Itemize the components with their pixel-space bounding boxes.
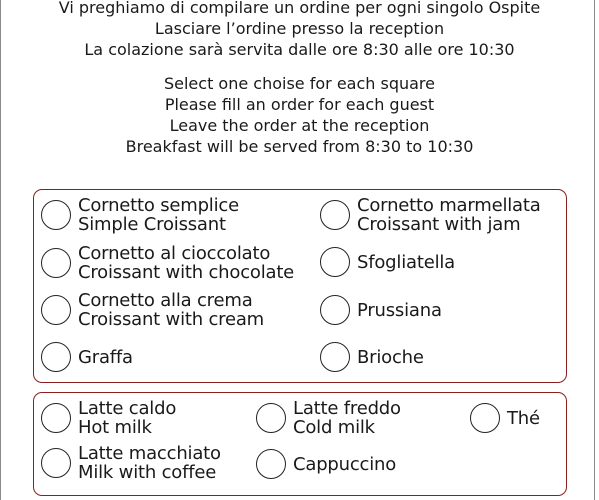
option-label-it: Cornetto alla crema bbox=[78, 290, 253, 311]
option-cornetto-marmellata[interactable] bbox=[320, 196, 541, 234]
option-label-en: Milk with coffee bbox=[78, 462, 217, 483]
checkbox-circle[interactable] bbox=[320, 247, 350, 277]
option-brioche[interactable] bbox=[320, 342, 424, 372]
option-prussiana[interactable] bbox=[320, 295, 442, 325]
option-cornetto-semplice[interactable] bbox=[41, 196, 239, 234]
checkbox-circle[interactable] bbox=[470, 403, 500, 433]
option-cornetto-crema[interactable] bbox=[41, 291, 264, 329]
checkbox-circle[interactable] bbox=[41, 295, 71, 325]
checkbox-circle[interactable] bbox=[41, 342, 71, 372]
checkbox-circle[interactable] bbox=[320, 342, 350, 372]
checkbox-circle[interactable] bbox=[41, 448, 71, 478]
checkbox-circle[interactable] bbox=[320, 200, 350, 230]
option-label-en: Croissant with chocolate bbox=[78, 262, 295, 283]
checkbox-circle[interactable] bbox=[256, 403, 286, 433]
checkbox-circle[interactable] bbox=[256, 449, 286, 479]
option-label-it: Cappuccino bbox=[293, 453, 397, 475]
checkbox-circle[interactable] bbox=[41, 403, 71, 433]
instruction-line-en: Select one choise for each square bbox=[163, 74, 435, 93]
option-label-it: Prussiana bbox=[357, 299, 442, 321]
option-graffa[interactable] bbox=[41, 342, 133, 372]
option-label-en: Cold milk bbox=[293, 417, 375, 438]
option-label-it: Cornetto marmellata bbox=[357, 195, 541, 216]
option-latte-caldo[interactable] bbox=[41, 399, 176, 437]
checkbox-circle[interactable] bbox=[41, 248, 71, 278]
option-label-it: Sfogliatella bbox=[357, 251, 455, 273]
instruction-line-en: Please fill an order for each guest bbox=[164, 95, 435, 114]
option-label-it: Cornetto al cioccolato bbox=[78, 243, 271, 264]
option-label-it: Latte freddo bbox=[293, 398, 401, 419]
option-label-it: Cornetto semplice bbox=[78, 195, 239, 216]
option-cornetto-cioccolato[interactable] bbox=[41, 244, 294, 282]
option-the[interactable] bbox=[470, 403, 540, 433]
option-label-en: Hot milk bbox=[78, 417, 152, 438]
option-sfogliatella[interactable] bbox=[320, 247, 455, 277]
option-latte-freddo[interactable] bbox=[256, 399, 401, 437]
instructions bbox=[0, 0, 599, 157]
option-label-en: Croissant with jam bbox=[357, 214, 521, 235]
option-label-en: Croissant with cream bbox=[78, 309, 265, 330]
option-label-it: Latte caldo bbox=[78, 398, 177, 419]
option-label-en: Simple Croissant bbox=[78, 214, 226, 235]
instruction-line-it: La colazione sarà servita dalle ore 8:30 alle ore 10:30 bbox=[84, 40, 515, 59]
option-latte-macchiato[interactable] bbox=[41, 444, 221, 482]
option-label-it: Graffa bbox=[78, 346, 133, 368]
instruction-line-it: Lasciare l’ordine presso la reception bbox=[154, 19, 445, 38]
option-label-it: Latte macchiato bbox=[78, 443, 221, 464]
instruction-line-en: Breakfast will be served from 8:30 to 10:30 bbox=[125, 137, 474, 156]
option-label-it: Thé bbox=[507, 407, 540, 429]
instruction-line-it: Vi preghiamo di compilare un ordine per ogni singolo Ospite bbox=[58, 0, 541, 17]
checkbox-circle[interactable] bbox=[41, 200, 71, 230]
option-label-it: Brioche bbox=[357, 346, 424, 368]
instruction-line-en: Leave the order at the reception bbox=[169, 116, 430, 135]
option-cappuccino[interactable] bbox=[256, 449, 396, 479]
checkbox-circle[interactable] bbox=[320, 295, 350, 325]
